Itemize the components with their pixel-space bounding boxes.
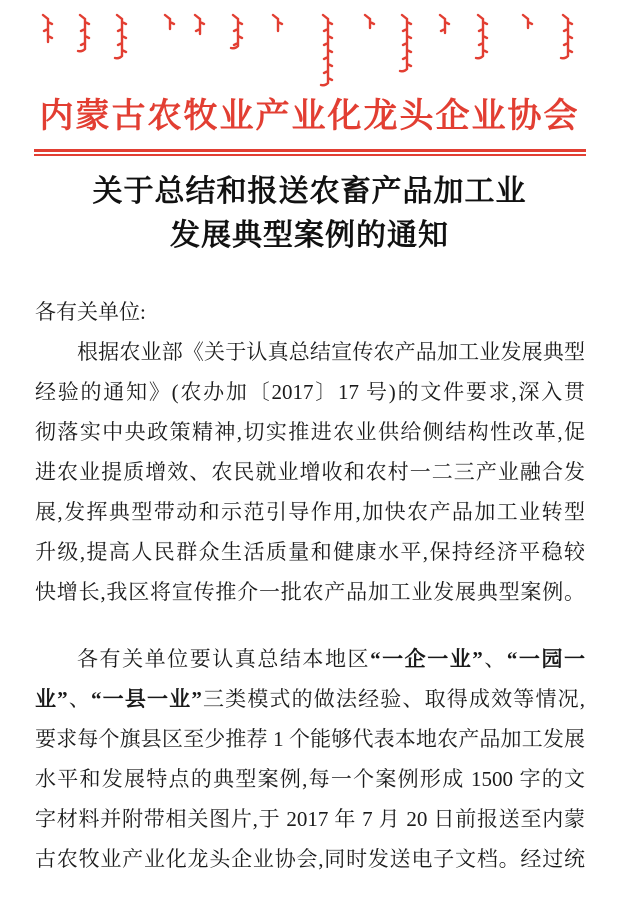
association-name: 内蒙古农牧业产业化龙头企业协会 xyxy=(39,98,580,135)
document-title-line1: 关于总结和报送农畜产品加工业 xyxy=(92,175,527,208)
emphasized-text: “一园一 xyxy=(506,647,585,671)
body-line xyxy=(35,719,585,759)
body-text: 根据农业部《关于认真总结宣传农产品加工业发展典型 xyxy=(77,340,585,364)
body-line xyxy=(35,372,585,412)
body-text: 、 xyxy=(482,647,507,671)
mongolian-script-strokes xyxy=(43,15,572,85)
body-text: 经验的通知》(农办加〔2017〕17 号)的文件要求,深入贯 xyxy=(35,380,585,404)
body-text: 各有关单位要认真总结本地区 xyxy=(77,647,371,671)
mongolian-script-text xyxy=(0,8,619,100)
body-line xyxy=(35,532,585,572)
body-line xyxy=(35,799,585,839)
letterhead-divider-rule xyxy=(34,149,586,156)
document-body xyxy=(35,292,585,879)
emphasized-text: “一县一业” xyxy=(91,687,202,711)
body-text: 各有关单位: xyxy=(35,300,146,324)
body-line xyxy=(35,759,585,799)
body-line xyxy=(35,292,585,332)
body-line xyxy=(35,679,585,719)
body-text: 三类模式的做法经验、取得成效等情况, xyxy=(201,687,585,711)
document-title xyxy=(0,170,619,258)
body-line xyxy=(35,572,585,612)
emphasized-text: 业” xyxy=(35,687,68,711)
body-text: 展,发挥典型带动和示范引导作用,加快农产品加工业转型 xyxy=(35,500,585,524)
body-line xyxy=(35,839,585,879)
body-text: 水平和发展特点的典型案例,每一个案例形成 1500 字的文 xyxy=(35,767,585,791)
body-text: 升级,提高人民群众生活质量和健康水平,保持经济平稳较 xyxy=(35,540,585,564)
body-text: 进农业提质增效、农民就业增收和农村一二三产业融合发 xyxy=(35,460,585,484)
body-text: 字材料并附带相关图片,于 2017 年 7 月 20 日前报送至内蒙 xyxy=(35,807,585,831)
body-text: 、 xyxy=(67,687,91,711)
body-line xyxy=(35,452,585,492)
document-title-line2: 发展典型案例的通知 xyxy=(170,219,449,252)
body-text: 快增长,我区将宣传推介一批农产品加工业发展典型案例。 xyxy=(35,580,585,604)
body-line xyxy=(35,639,585,679)
body-line xyxy=(35,332,585,372)
body-text: 古农牧业产业化龙头企业协会,同时发送电子文档。经过统 xyxy=(35,847,585,871)
body-line xyxy=(35,412,585,452)
emphasized-text: “一企一业” xyxy=(370,647,483,671)
body-text: 彻落实中央政策精神,切实推进农业供给侧结构性改革,促 xyxy=(35,420,585,444)
body-line xyxy=(35,492,585,532)
body-text: 要求每个旗县区至少推荐 1 个能够代表本地农产品加工发展 xyxy=(35,727,585,751)
